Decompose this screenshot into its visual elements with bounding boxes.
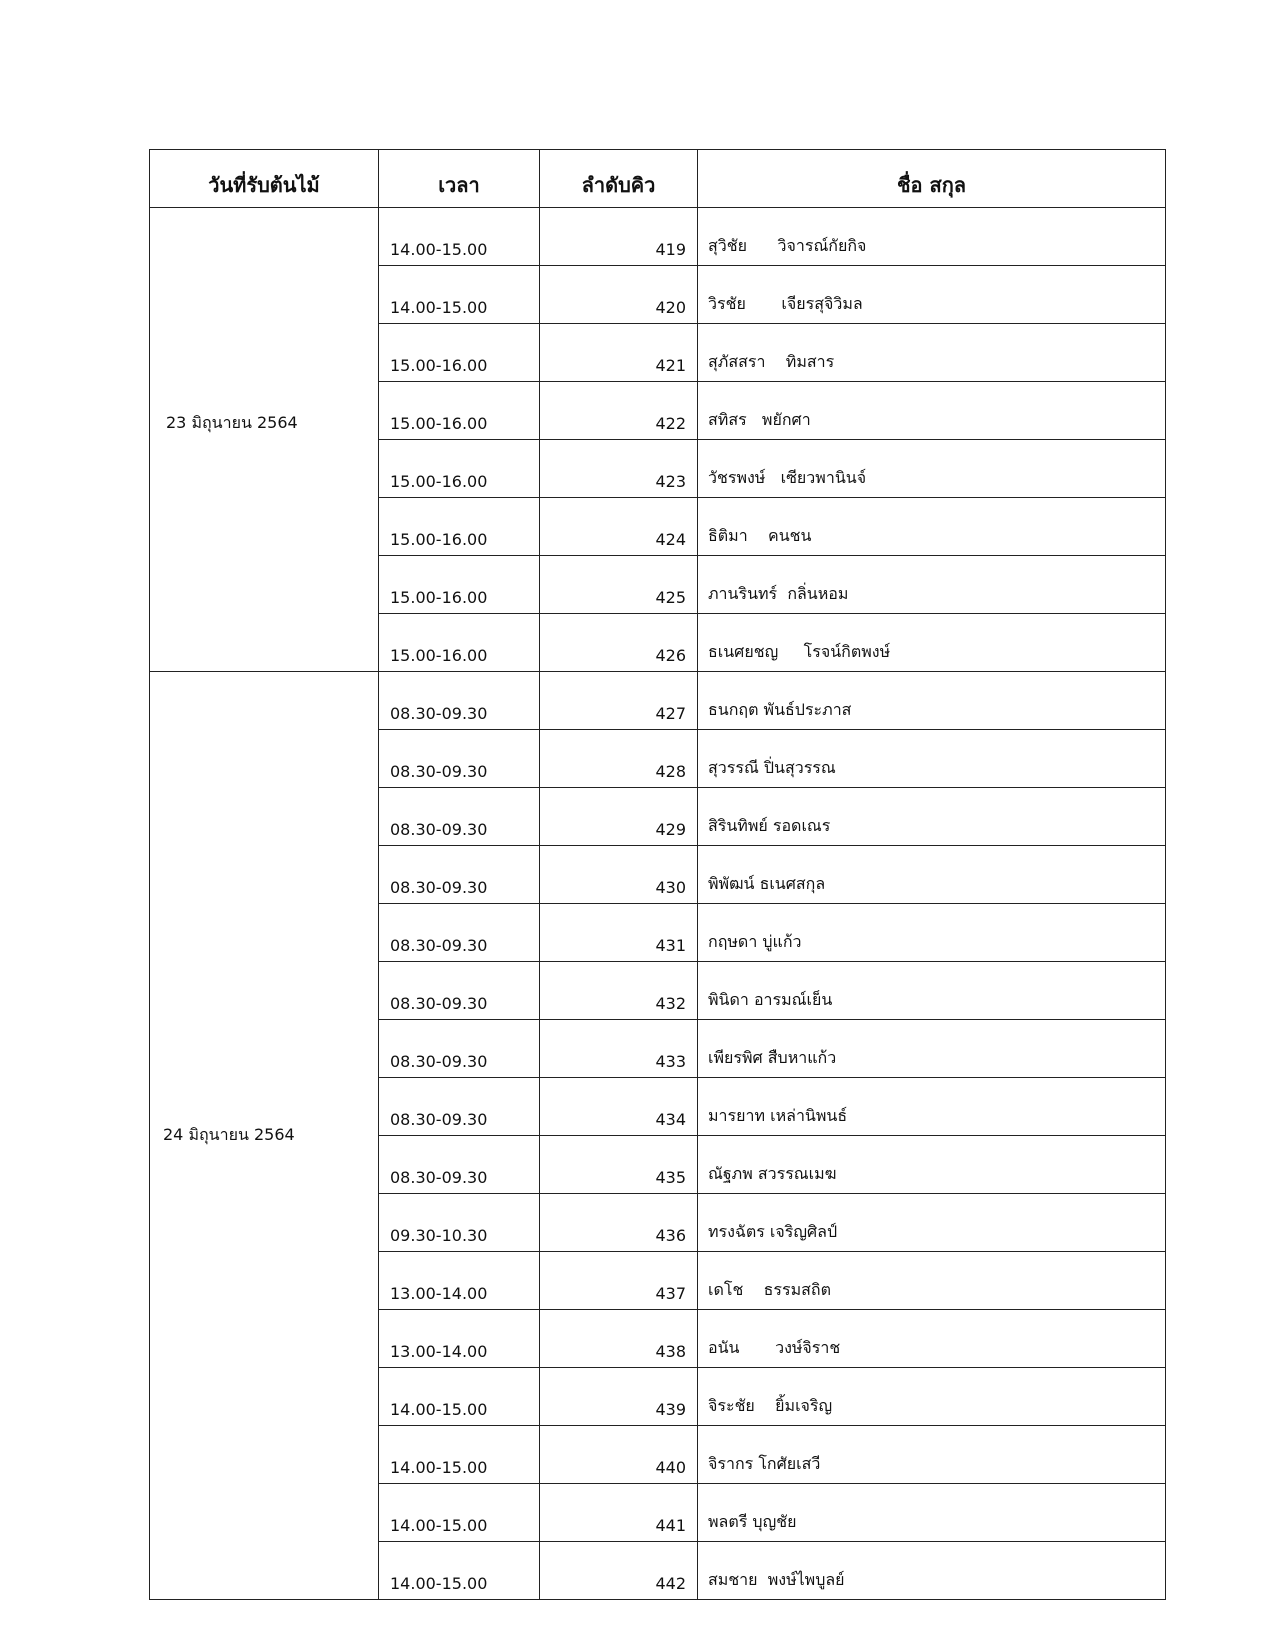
queue-number-cell: 422 xyxy=(540,382,698,440)
queue-number-cell: 420 xyxy=(540,266,698,324)
date-label: 23 มิถุนายน 2564 xyxy=(166,413,298,432)
name-cell: ภานรินทร์ กลิ่นหอม xyxy=(698,556,1166,614)
time-cell: 08.30-09.30 xyxy=(379,1078,540,1136)
queue-number-cell: 441 xyxy=(540,1484,698,1542)
queue-number-cell: 421 xyxy=(540,324,698,382)
queue-number-cell: 430 xyxy=(540,846,698,904)
name-cell: วัชรพงษ์ เซียวพานินจ์ xyxy=(698,440,1166,498)
name-cell: วิรชัย เจียรสุจิวิมล xyxy=(698,266,1166,324)
date-label: 24 มิถุนายน 2564 xyxy=(163,1125,295,1144)
name-cell: สุภัสสรา ทิมสาร xyxy=(698,324,1166,382)
date-cell xyxy=(150,672,379,1600)
queue-number-cell: 432 xyxy=(540,962,698,1020)
time-cell: 08.30-09.30 xyxy=(379,962,540,1020)
name-cell: ทรงฉัตร เจริญศิลป์ xyxy=(698,1194,1166,1252)
queue-number-cell: 440 xyxy=(540,1426,698,1484)
name-cell: ธเนศยชญ โรจน์กิตพงษ์ xyxy=(698,614,1166,672)
header-date: วันที่รับต้นไม้ xyxy=(150,150,379,208)
name-cell: มารยาท เหล่านิพนธ์ xyxy=(698,1078,1166,1136)
name-cell: พิพัฒน์ ธเนศสกุล xyxy=(698,846,1166,904)
name-cell: พินิดา อารมณ์เย็น xyxy=(698,962,1166,1020)
queue-number-cell: 424 xyxy=(540,498,698,556)
time-cell: 14.00-15.00 xyxy=(379,1484,540,1542)
queue-number-cell: 433 xyxy=(540,1020,698,1078)
time-cell: 15.00-16.00 xyxy=(379,614,540,672)
table-row xyxy=(150,208,1166,266)
name-cell: สิรินทิพย์ รอดเณร xyxy=(698,788,1166,846)
name-cell: จิระชัย ยิ้มเจริญ xyxy=(698,1368,1166,1426)
time-cell: 14.00-15.00 xyxy=(379,208,540,266)
time-cell: 08.30-09.30 xyxy=(379,788,540,846)
queue-number-cell: 428 xyxy=(540,730,698,788)
table-row xyxy=(150,672,1166,730)
time-cell: 14.00-15.00 xyxy=(379,1542,540,1600)
time-cell: 08.30-09.30 xyxy=(379,1020,540,1078)
name-cell: อนัน วงษ์จิราช xyxy=(698,1310,1166,1368)
queue-number-cell: 431 xyxy=(540,904,698,962)
time-cell: 13.00-14.00 xyxy=(379,1252,540,1310)
table-header-row xyxy=(150,150,1166,208)
name-cell: จิรากร โกศัยเสวี xyxy=(698,1426,1166,1484)
time-cell: 08.30-09.30 xyxy=(379,672,540,730)
name-cell: ธนกฤต พันธ์ประภาส xyxy=(698,672,1166,730)
time-cell: 08.30-09.30 xyxy=(379,904,540,962)
queue-number-cell: 442 xyxy=(540,1542,698,1600)
queue-number-cell: 434 xyxy=(540,1078,698,1136)
time-cell: 15.00-16.00 xyxy=(379,382,540,440)
name-cell: สุวรรณี ปิ่นสุวรรณ xyxy=(698,730,1166,788)
queue-number-cell: 436 xyxy=(540,1194,698,1252)
header-queue: ลำดับคิว xyxy=(540,150,698,208)
name-cell: สทิสร พยักศา xyxy=(698,382,1166,440)
queue-number-cell: 423 xyxy=(540,440,698,498)
header-time: เวลา xyxy=(379,150,540,208)
name-cell: เดโช ธรรมสถิต xyxy=(698,1252,1166,1310)
name-cell: พลตรี บุญชัย xyxy=(698,1484,1166,1542)
time-cell: 14.00-15.00 xyxy=(379,1426,540,1484)
time-cell: 08.30-09.30 xyxy=(379,846,540,904)
time-cell: 15.00-16.00 xyxy=(379,440,540,498)
date-cell xyxy=(150,208,379,672)
header-name: ชื่อ สกุล xyxy=(698,150,1166,208)
time-cell: 08.30-09.30 xyxy=(379,1136,540,1194)
time-cell: 15.00-16.00 xyxy=(379,556,540,614)
time-cell: 08.30-09.30 xyxy=(379,730,540,788)
time-cell: 15.00-16.00 xyxy=(379,324,540,382)
time-cell: 14.00-15.00 xyxy=(379,266,540,324)
time-cell: 13.00-14.00 xyxy=(379,1310,540,1368)
name-cell: เพียรพิศ สืบหาแก้ว xyxy=(698,1020,1166,1078)
name-cell: ณัฐภพ สวรรณเมฆ xyxy=(698,1136,1166,1194)
queue-table xyxy=(149,149,1166,1600)
time-cell: 09.30-10.30 xyxy=(379,1194,540,1252)
queue-number-cell: 435 xyxy=(540,1136,698,1194)
time-cell: 15.00-16.00 xyxy=(379,498,540,556)
queue-number-cell: 439 xyxy=(540,1368,698,1426)
queue-number-cell: 426 xyxy=(540,614,698,672)
table-body xyxy=(150,208,1166,1600)
queue-number-cell: 437 xyxy=(540,1252,698,1310)
queue-number-cell: 427 xyxy=(540,672,698,730)
name-cell: กฤษดา บู่แก้ว xyxy=(698,904,1166,962)
name-cell: สมชาย พงษ์ไพบูลย์ xyxy=(698,1542,1166,1600)
name-cell: สุวิชัย วิจารณ์กัยกิจ xyxy=(698,208,1166,266)
time-cell: 14.00-15.00 xyxy=(379,1368,540,1426)
queue-number-cell: 419 xyxy=(540,208,698,266)
queue-number-cell: 438 xyxy=(540,1310,698,1368)
name-cell: ธิติมา คนชน xyxy=(698,498,1166,556)
queue-number-cell: 425 xyxy=(540,556,698,614)
queue-number-cell: 429 xyxy=(540,788,698,846)
